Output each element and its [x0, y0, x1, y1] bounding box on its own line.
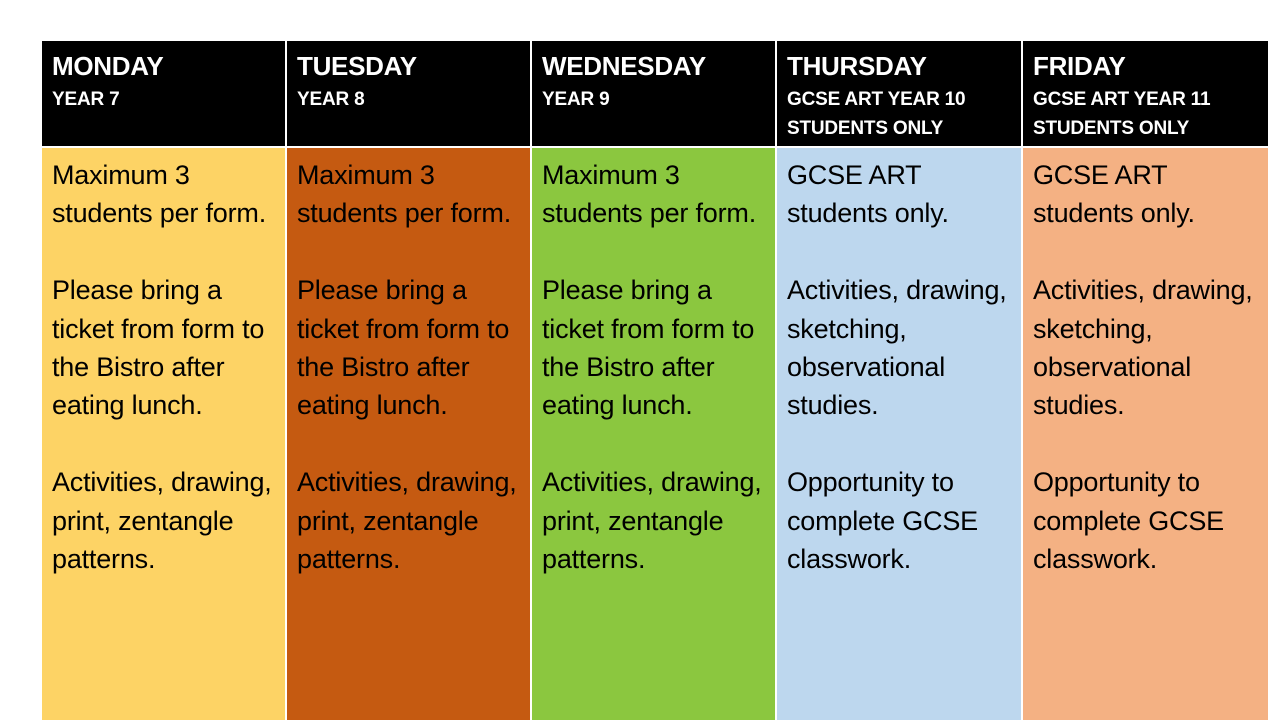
cell-paragraph: GCSE ART students only. [787, 160, 949, 229]
cell-paragraph: Activities, drawing, sketching, observational studies. [787, 275, 1007, 421]
day-subtitle: YEAR 7 [52, 89, 120, 110]
cell-paragraph: Activities, drawing, print, zentangle patterns. [542, 467, 762, 575]
cell-paragraph: Maximum 3 students per form. [297, 160, 511, 229]
day-name: MONDAY [52, 51, 164, 81]
cell-tuesday [286, 147, 531, 720]
header-row [41, 40, 1269, 147]
cell-paragraph: Please bring a ticket from form to the Bistro after eating lunch. [52, 275, 265, 421]
cell-paragraph: Activities, drawing, print, zentangle patterns. [52, 467, 272, 575]
cell-monday [41, 147, 286, 720]
lunchtime-timetable [40, 39, 1270, 720]
cell-paragraph: Opportunity to complete GCSE classwork. [787, 467, 978, 575]
cell-friday [1022, 147, 1269, 720]
cell-paragraph: Please bring a ticket from form to the Bistro after eating lunch. [297, 275, 510, 421]
day-subtitle: GCSE ART YEAR 11 STUDENTS ONLY [1033, 89, 1211, 139]
day-name: TUESDAY [297, 51, 417, 81]
cell-paragraph: GCSE ART students only. [1033, 160, 1195, 229]
cell-thursday [776, 147, 1022, 720]
header-wednesday [531, 40, 776, 147]
day-subtitle: YEAR 9 [542, 89, 610, 110]
cell-paragraph: Please bring a ticket from form to the Bistro after eating lunch. [542, 275, 755, 421]
header-friday [1022, 40, 1269, 147]
day-subtitle: GCSE ART YEAR 10 STUDENTS ONLY [787, 89, 966, 139]
header-tuesday [286, 40, 531, 147]
cell-paragraph: Opportunity to complete GCSE classwork. [1033, 467, 1224, 575]
cell-paragraph: Activities, drawing, sketching, observational studies. [1033, 275, 1253, 421]
day-name: THURSDAY [787, 51, 927, 81]
cell-paragraph: Maximum 3 students per form. [542, 160, 756, 229]
cell-wednesday [531, 147, 776, 720]
day-name: FRIDAY [1033, 51, 1126, 81]
cell-paragraph: Activities, drawing, print, zentangle patterns. [297, 467, 517, 575]
cell-paragraph: Maximum 3 students per form. [52, 160, 266, 229]
content-row [41, 147, 1269, 720]
day-name: WEDNESDAY [542, 51, 706, 81]
day-subtitle: YEAR 8 [297, 89, 365, 110]
header-thursday [776, 40, 1022, 147]
header-monday [41, 40, 286, 147]
